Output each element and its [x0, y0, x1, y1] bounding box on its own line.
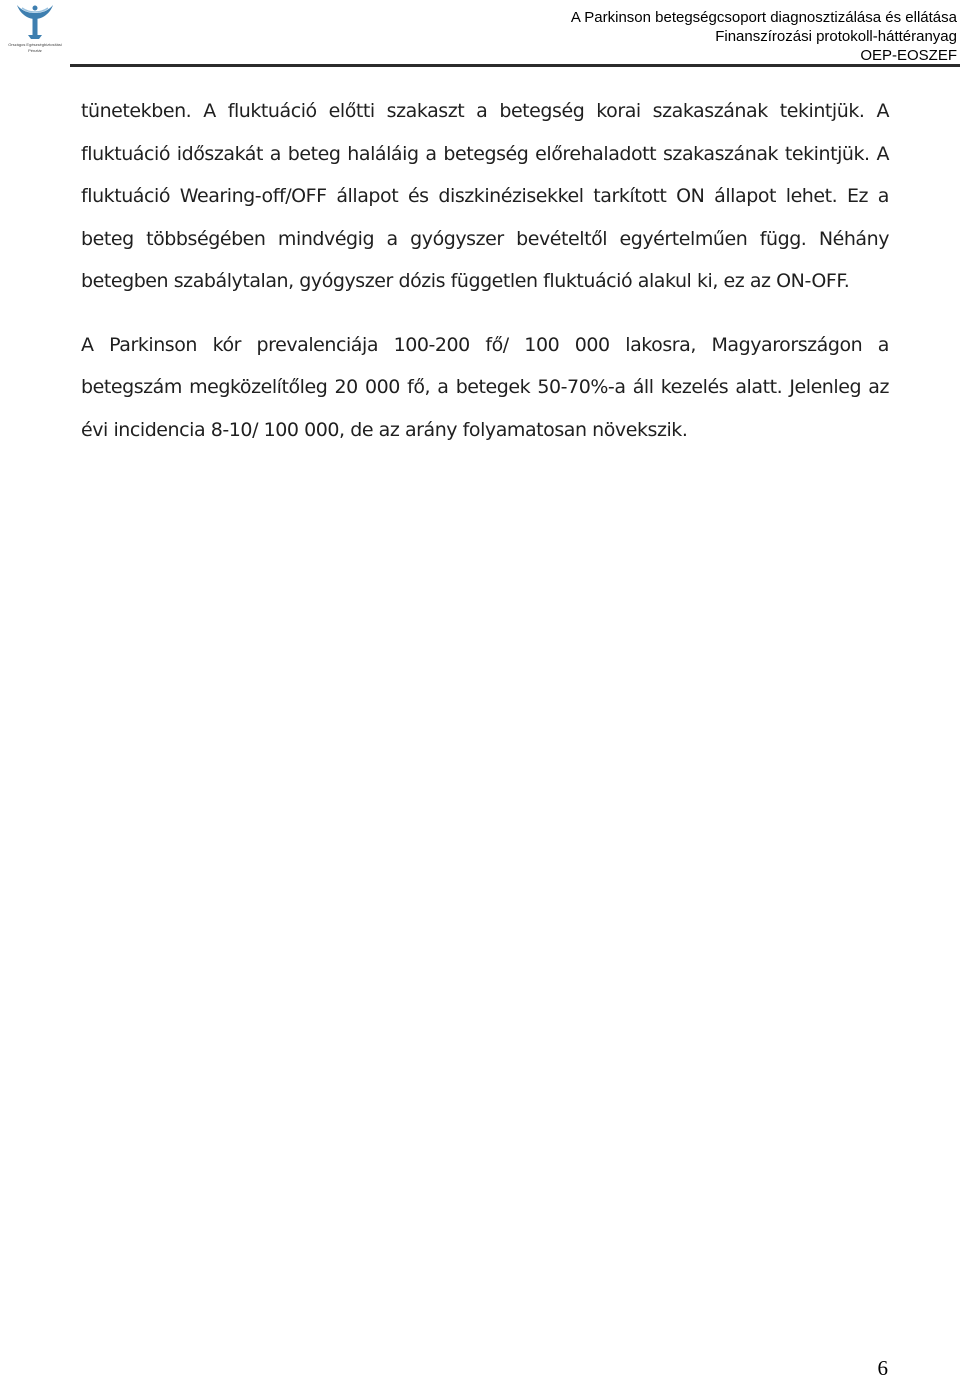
oep-logo-icon — [14, 2, 56, 40]
logo-text-line1: Országos Egészségbiztosítási — [8, 42, 62, 47]
paragraph-fluctuation: tünetekben. A fluktuáció előtti szakaszt a betegség korai szakaszának tekintjük. A fluktuáció időszakát a beteg haláláig a betegség előrehaladott szakaszának tekintjük. A fluktuáció Wearing-off/OFF állapot és diszkinézisekkel tarkított ON állapot lehet. Ez a beteg többségében mindvégig a gyógyszer bevételtől egyértelműen függ. Néhány betegben szabálytalan, gyógyszer dózis független fluktuáció alakul ki, ez az ON-OFF. — [81, 100, 889, 292]
header-divider — [70, 64, 960, 67]
header-title-line2: Finanszírozási protokoll-háttéranyag — [715, 28, 957, 45]
body-text — [81, 90, 889, 451]
header-title-block — [571, 8, 957, 65]
paragraph-prevalence: A Parkinson kór prevalenciája 100-200 fő/ 100 000 lakosra, Magyarországon a betegszám megközelítőleg 20 000 fő, a betegek 50-70%-a áll kezelés alatt. Jelenleg az évi incidencia 8-10/ 100 000, de az arány folyamatosan növekszik. — [81, 333, 889, 441]
header-title-line1: A Parkinson betegségcsoport diagnosztizálása és ellátása — [570, 9, 957, 26]
page-number: 6 — [877, 1356, 888, 1380]
page-header — [0, 0, 960, 68]
header-title-line3: OEP-EOSZEF — [860, 47, 957, 64]
logo-text-line2: Pénztár — [28, 48, 42, 53]
logo — [0, 0, 70, 62]
